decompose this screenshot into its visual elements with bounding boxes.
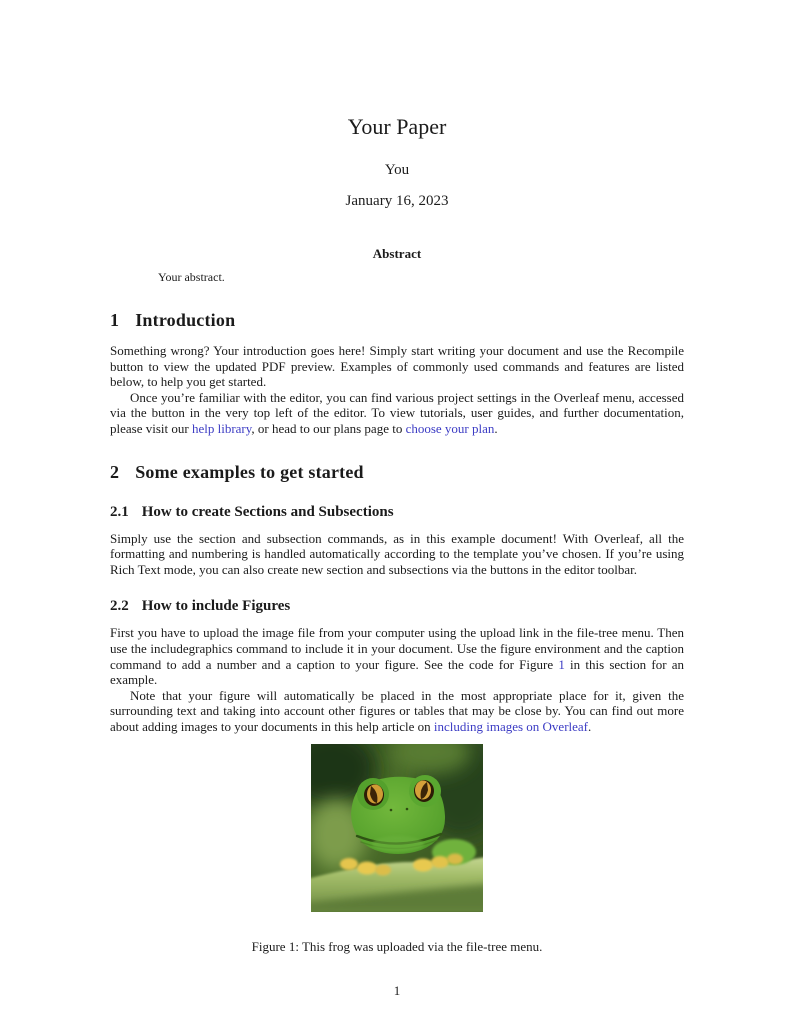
section-1-heading (110, 310, 684, 331)
section-title: Some examples to get started (135, 461, 364, 482)
text-segment: Something wrong? Your introduction goes here! Simply start writing your document and use the Recompile button to view the updated PDF preview. Examples of commonly used commands and features are listed below, to help you get started. (110, 343, 684, 390)
paper-title: Your Paper (347, 114, 447, 139)
inline-link[interactable]: including images on Overleaf (433, 718, 589, 734)
abstract-heading: Abstract (372, 246, 422, 261)
section-2-heading (110, 462, 684, 483)
paragraph (110, 625, 684, 687)
section-2-1-heading (110, 504, 684, 521)
page-number: 1 (393, 983, 401, 998)
frog-photo-svg (311, 744, 483, 912)
section-title: How to create Sections and Subsections (141, 503, 394, 520)
section-number: 1 (110, 310, 120, 330)
paragraph (110, 343, 684, 390)
frog-photo (311, 744, 483, 912)
text-segment: First you have to upload the image file from your computer using the upload link in the file-tree menu. Then use the includegraphics command to include it in your document. Use the figure environment and the caption command to add a number and a caption to your figure. See the code for Figure (110, 625, 684, 672)
section-2-2-heading (110, 598, 684, 615)
text-segment: Note that your figure will automatically be placed in the most appropriate place for it, given the surrounding text and taking into account other figures or tables that may be close by. You can find out more about adding images to your documents in this help article on (110, 687, 684, 734)
inline-link[interactable]: choose your plan (405, 420, 495, 436)
section-title: How to include Figures (141, 598, 291, 615)
text-segment: . (588, 718, 592, 734)
section-number: 2 (110, 461, 120, 482)
inline-link[interactable]: 1 (558, 656, 565, 672)
text-segment: , or head to our plans page to (251, 420, 406, 436)
figure-caption: Figure 1: This frog was uploaded via the file-tree menu. (251, 938, 543, 954)
paragraph (110, 390, 684, 437)
paragraph (110, 531, 684, 578)
section-title: Introduction (135, 310, 236, 330)
paper-author: You (384, 162, 410, 178)
text-segment: Simply use the section and subsection commands, as in this example document! With Overleaf, all the formatting and numbering is handled automatically according to the template you’ve chosen. If you’re using Rich Text mode, you can also create new section and subsections via the buttons in the editor toolbar. (110, 530, 684, 577)
text-segment: Once you’re familiar with the editor, you can find various project settings in the Overleaf menu, accessed via the button in the very top left of the editor. To view tutorials, user guides, and further documentation, please visit our (110, 389, 684, 436)
abstract-block (110, 246, 684, 285)
abstract-text: Your abstract. (158, 270, 225, 284)
paper-date: January 16, 2023 (345, 193, 449, 209)
section-number: 2.1 (110, 503, 129, 520)
inline-link[interactable]: help library (191, 420, 252, 436)
text-segment: in this section for an example. (110, 656, 685, 688)
figure-1 (110, 744, 684, 955)
paragraph (110, 688, 684, 735)
section-number: 2.2 (110, 598, 129, 615)
text-segment: . (494, 420, 498, 436)
